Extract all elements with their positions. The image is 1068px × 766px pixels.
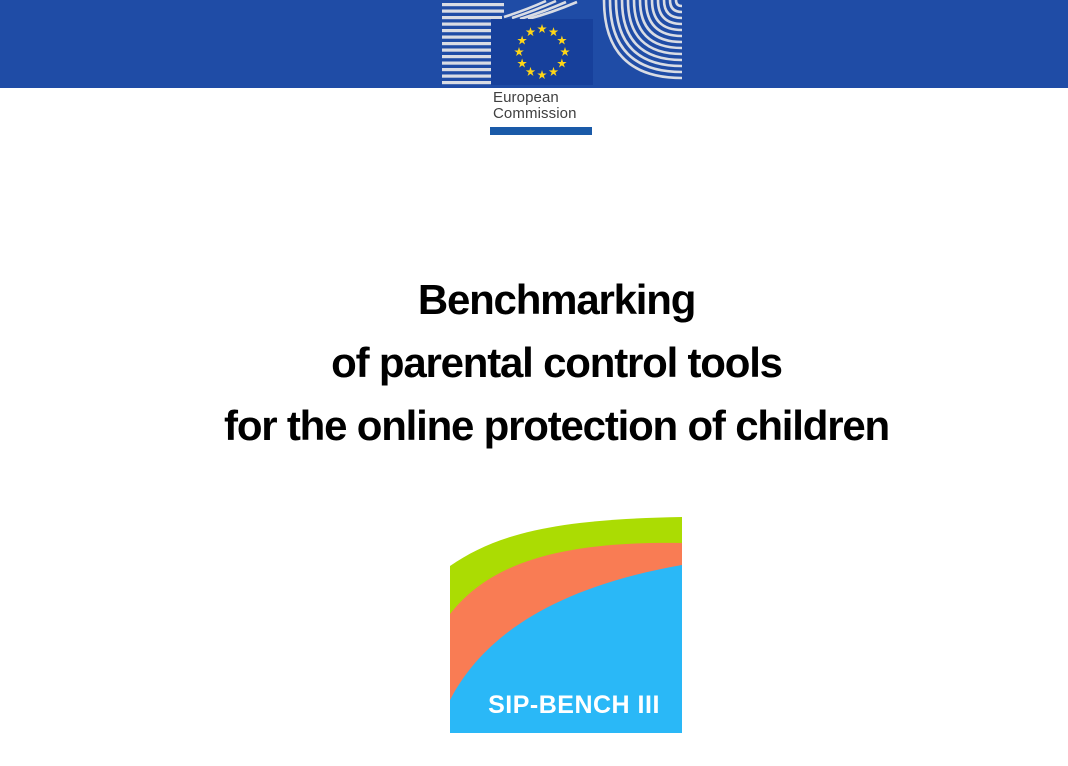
sip-bench-logo-label: SIP-BENCH III	[488, 691, 660, 719]
report-title-line3: for the online protection of children	[224, 402, 889, 449]
report-title-line2: of parental control tools	[331, 339, 782, 386]
sip-bench-logo	[450, 517, 682, 733]
emblem-curves-right	[604, 0, 682, 78]
report-title-line1: Benchmarking	[417, 276, 696, 323]
eu-flag	[491, 19, 593, 85]
ec-header-band	[0, 0, 1068, 88]
ec-underline-bar	[490, 127, 592, 135]
report-title	[45, 268, 1068, 457]
emblem-stripes-diagonal	[504, 1, 577, 19]
ec-emblem-graphic	[0, 0, 1068, 88]
ec-wordmark	[490, 90, 630, 135]
ec-wordmark-line1: European	[493, 89, 559, 106]
ec-wordmark-line2: Commission	[493, 104, 577, 122]
